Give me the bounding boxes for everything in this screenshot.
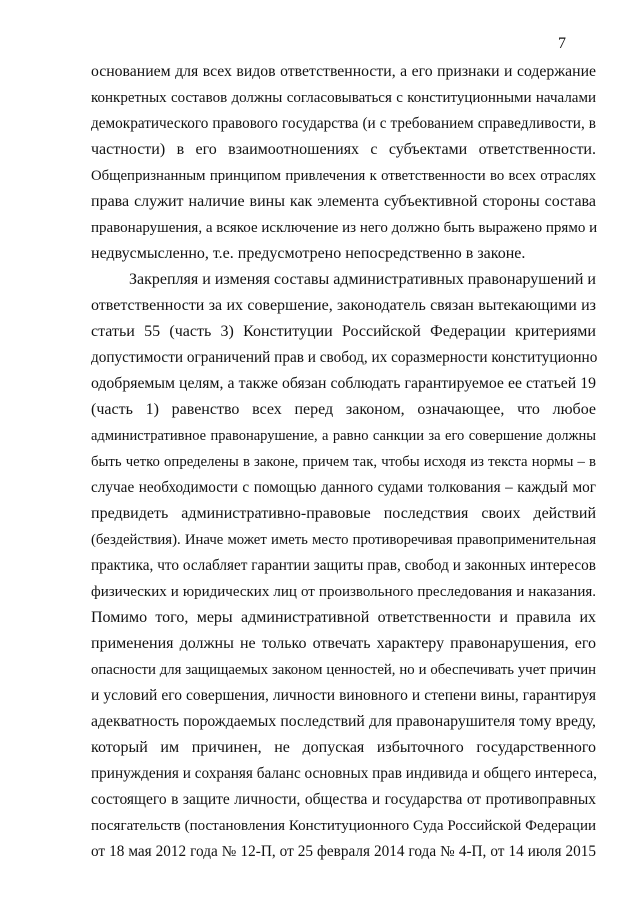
paragraph-2-line-7: административное правонарушение, а равно санкции за его совершение должны — [91, 428, 596, 444]
paragraph-2-line-21: состоящего в защите личности, общества и государства от противоправных — [91, 791, 596, 808]
paragraph-1-line-6: права служит наличие вины как элемента субъективной стороны состава — [91, 193, 596, 210]
paragraph-2-line-15: применения должны не только отвечать характеру правонарушения, его — [91, 635, 596, 652]
paragraph-1-line-7: правонарушения, а всякое исключение из него должно быть выражено прямо и — [91, 220, 598, 236]
paragraph-2-line-13: физических и юридических лиц от произвольного преследования и наказания. — [91, 584, 596, 600]
paragraph-2-line-12: практика, что ослабляет гарантии защиты прав, свобод и законных интересов — [91, 557, 596, 574]
paragraph-2-line-3: статьи 55 (часть 3) Конституции Российской Федерации критериями — [91, 323, 596, 340]
paragraph-2-line-4: допустимости ограничений прав и свобод, их соразмерности конституционно — [91, 349, 598, 366]
paragraph-2-line-6: (часть 1) равенство всех перед законом, означающее, что любое — [91, 401, 596, 418]
paragraph-1-line-8: недвусмысленно, т.е. предусмотрено непосредственно в законе. — [91, 245, 526, 262]
paragraph-2-line-19: который им причинен, не допуская избыточного государственного — [91, 739, 596, 756]
paragraph-1-line-5: Общепризнанным принципом привлечения к ответственности во всех отраслях — [91, 168, 596, 184]
paragraph-2-line-18: адекватность порождаемых последствий для правонарушителя тому вреду, — [91, 713, 596, 730]
paragraph-2-line-9: случае необходимости с помощью данного судами толкования – каждый мог — [91, 479, 596, 496]
paragraph-2-line-8: быть четко определены в законе, причем так, чтобы исходя из текста нормы – в — [91, 454, 596, 470]
paragraph-2-line-2: ответственности за их совершение, законодатель связан вытекающими из — [91, 297, 596, 314]
paragraph-2-line-16: опасности для защищаемых законом ценностей, но и обеспечивать учет причин — [91, 662, 596, 678]
paragraph-2-line-10: предвидеть административно-правовые последствия своих действий — [91, 505, 596, 522]
paragraph-1-line-1: основанием для всех видов ответственности, а его признаки и содержание — [91, 63, 596, 80]
paragraph-2-line-22: посягательств (постановления Конституционного Суда Российской Федерации — [91, 818, 596, 834]
paragraph-1-line-4: частности) в его взаимоотношениях с субъектами ответственности. — [91, 141, 596, 158]
paragraph-1-line-3: демократического правового государства (и с требованием справедливости, в — [91, 115, 596, 132]
paragraph-2-line-5: одобряемым целям, а также обязан соблюдать гарантируемое ее статьей 19 — [91, 375, 596, 392]
paragraph-2-line-20: принуждения и сохраняя баланс основных прав индивида и общего интереса, — [91, 765, 597, 782]
page-number: 7 — [558, 35, 566, 52]
paragraph-2-line-23: от 18 мая 2012 года № 12-П, от 25 февраля 2014 года № 4-П, от 14 июля 2015 — [91, 843, 596, 860]
paragraph-2-line-11: (бездействия). Иначе может иметь место противоречивая правоприменительная — [91, 532, 596, 548]
paragraph-2-line-17: и условий его совершения, личности виновного и степени вины, гарантируя — [91, 687, 596, 704]
paragraph-1-line-2: конкретных составов должны согласовываться с конституционными началами — [91, 90, 596, 106]
paragraph-2-line-1: Закрепляя и изменяя составы административных правонарушений и — [129, 271, 596, 288]
paragraph-2-line-14: Помимо того, меры административной ответственности и правила их — [91, 609, 596, 626]
